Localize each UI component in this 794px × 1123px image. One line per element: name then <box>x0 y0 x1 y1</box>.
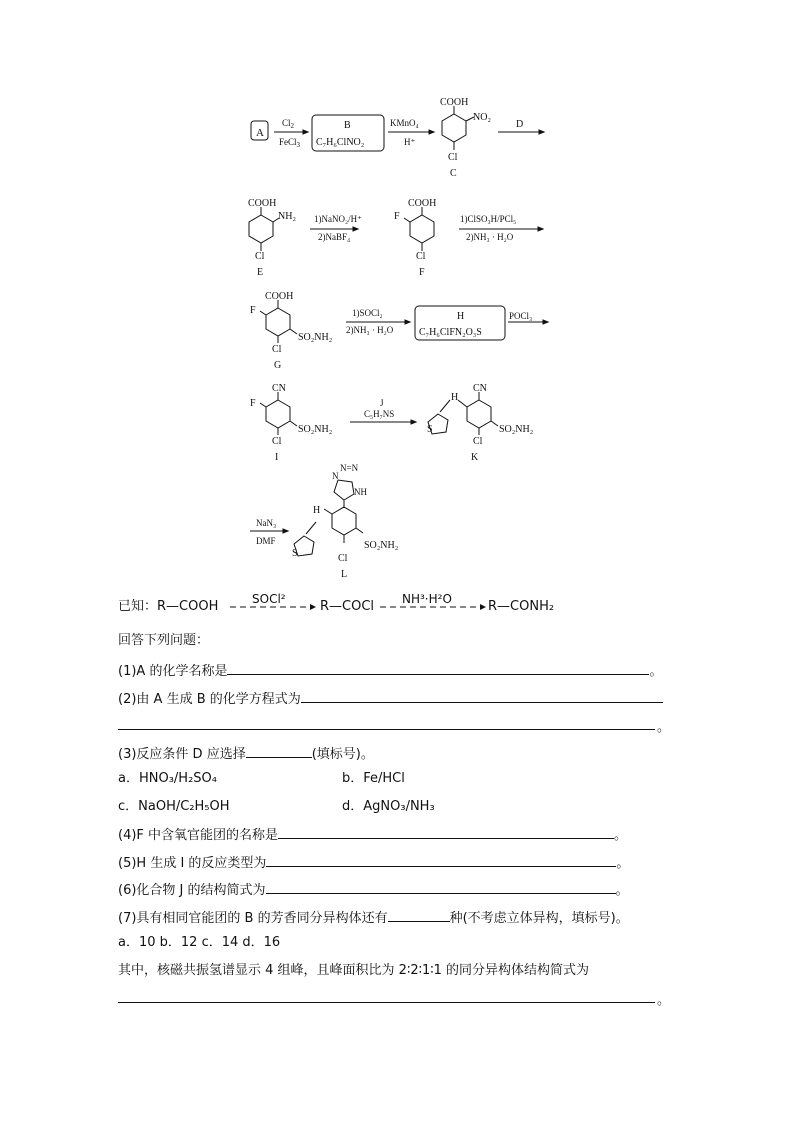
question-4: (4)F 中含氧官能团的名称是 。 <box>118 824 627 845</box>
c-cooh: COOH <box>440 97 469 108</box>
l-h: H <box>313 505 321 516</box>
reagent-dmf: DMF <box>256 536 276 546</box>
option-3d: d．AgNO₃/NH₃ <box>342 799 435 814</box>
option-3a: a．HNO₃/H₂SO₄ <box>118 771 217 786</box>
label-c: C <box>450 168 457 179</box>
reagent-nano2: 1)NaNO₂/H⁺ <box>314 214 362 224</box>
question-7-part-2: 其中，核磁共振氢谱显示 4 组峰，且峰面积比为 2∶2∶1∶1 的同分异构体结构简式为 <box>118 963 590 978</box>
options-7: a．10 b．12 c．14 d．16 <box>118 935 281 950</box>
label-b: B <box>344 120 351 131</box>
question-1: (1)A 的化学名称是 。 <box>118 660 662 681</box>
l-nnn: N=N <box>340 463 359 473</box>
label-a: A <box>256 127 264 139</box>
k-cl: Cl <box>473 436 483 447</box>
question-7-period: 。 <box>657 993 671 1008</box>
label-d: D <box>516 119 524 130</box>
f-cl: Cl <box>416 251 426 262</box>
i-cl: Cl <box>272 436 282 447</box>
known-prefix: 已知：R—COOH <box>118 599 219 614</box>
i-cn: CN <box>272 383 286 394</box>
option-3b: b．Fe/HCl <box>342 771 405 786</box>
reagent-h-plus: H⁺ <box>404 137 416 147</box>
answer-blank-5[interactable] <box>266 852 616 867</box>
l-cl: Cl <box>338 553 348 564</box>
label-j: J <box>380 398 384 408</box>
k-nh: H <box>451 392 459 403</box>
i-so2nh2: SO₂NH₂ <box>298 424 333 435</box>
answer-blank-2a[interactable] <box>301 688 663 703</box>
arrowhead-h-i <box>543 320 548 324</box>
known-product: R—CONH₂ <box>488 599 555 614</box>
arrowhead-f-g <box>538 227 543 231</box>
arrowhead-e-f <box>353 227 358 231</box>
formula-h: C₇H₆ClFN₂O₃S <box>419 327 482 338</box>
option-3c: c．NaOH/C₂H₅OH <box>118 799 230 814</box>
reagent-nan3: NaN₃ <box>256 518 277 528</box>
f-f: F <box>394 211 400 222</box>
e-cl: Cl <box>255 251 265 262</box>
k-cn: CN <box>473 383 487 394</box>
known-reaction <box>118 598 218 616</box>
questions-intro: 回答下列问题： <box>118 633 210 648</box>
reagent-cl2: $Cl_2$ <box>282 118 295 130</box>
arrowhead-k-l <box>283 529 288 533</box>
label-f: F <box>419 267 425 278</box>
ring-f <box>410 215 434 243</box>
label-e: E <box>257 267 264 278</box>
question-7: (7)具有相同官能团的 B 的芳香同分异构体还有 种(不考虑立体异构，填标号)。 <box>118 907 629 928</box>
l-so2nh2: SO₂NH₂ <box>364 540 399 551</box>
question-2: (2)由 A 生成 B 的化学方程式为 <box>118 688 663 709</box>
l-n-top: N <box>332 471 339 481</box>
reagent-clso3h: 1)ClSO₃H/PCl₅ <box>460 214 517 224</box>
ring-e <box>249 215 273 243</box>
formula-j: C₅H₇NS <box>364 409 395 419</box>
arrowhead-g-h <box>405 320 410 324</box>
reagent-kmno4: KMnO₄ <box>390 118 419 128</box>
answer-blank-1[interactable] <box>227 660 649 675</box>
ring-k <box>467 400 491 428</box>
reagent-nh3h2o-2: 2)NH₃ · H₂O <box>346 325 394 335</box>
arrowhead-b-c <box>429 130 434 134</box>
reagent-pocl3: POCl₃ <box>509 311 533 321</box>
ring-c <box>442 114 466 142</box>
label-l: L <box>341 569 348 580</box>
question-6: (6)化合物 J 的结构简式为 。 <box>118 879 629 900</box>
label-i: I <box>275 452 279 463</box>
answer-blank-7a[interactable] <box>388 907 450 922</box>
answer-blank-2b[interactable] <box>118 729 655 730</box>
tetrazole-l <box>334 480 354 500</box>
known-middle: R—COCl <box>320 599 375 614</box>
arrowhead-i-k <box>411 420 416 424</box>
known-reagent-2: NH³·H²O <box>402 592 452 606</box>
reagent-nabf4: 2)NaBF₄ <box>318 232 351 242</box>
k-so2nh2: SO₂NH₂ <box>499 424 534 435</box>
c-no2: NO₂ <box>473 112 491 123</box>
g-cl: Cl <box>272 344 282 355</box>
question-2-period: 。 <box>657 720 671 735</box>
e-cooh: COOH <box>248 198 277 209</box>
l-s: S <box>292 548 298 559</box>
l-nh: NH <box>354 487 367 497</box>
c-cl: Cl <box>448 152 458 163</box>
ring-l <box>332 507 356 535</box>
answer-blank-4[interactable] <box>278 824 614 839</box>
label-g: G <box>274 360 282 371</box>
answer-blank-7b[interactable] <box>118 1002 655 1003</box>
i-f: F <box>250 398 256 409</box>
e-nh2: NH₂ <box>278 211 296 222</box>
k-s: S <box>427 424 433 435</box>
reagent-fecl3: FeCl$_3$ <box>279 137 301 149</box>
label-k: K <box>471 452 479 463</box>
arrowhead-a-b <box>303 130 308 134</box>
arrowhead-c-d <box>539 130 544 134</box>
answer-blank-3[interactable] <box>246 743 312 758</box>
question-5: (5)H 生成 I 的反应类型为 。 <box>118 852 629 873</box>
label-h: H <box>457 311 465 322</box>
g-so2nh2: SO₂NH₂ <box>298 332 333 343</box>
reagent-socl2: 1)SOCl₂ <box>352 308 383 318</box>
ring-g <box>266 308 290 336</box>
ring-i <box>266 400 290 428</box>
f-cooh: COOH <box>408 198 437 209</box>
g-f: F <box>250 305 256 316</box>
known-reagent-1: SOCl² <box>252 592 286 606</box>
formula-b: C₇H₆ClNO₂ <box>316 137 365 148</box>
g-cooh: COOH <box>265 291 294 302</box>
reagent-nh3h2o-1: 2)NH₃ · H₂O <box>466 232 514 242</box>
question-3: (3)反应条件 D 应选择 (填标号)。 <box>118 743 374 764</box>
answer-blank-6[interactable] <box>266 879 616 894</box>
